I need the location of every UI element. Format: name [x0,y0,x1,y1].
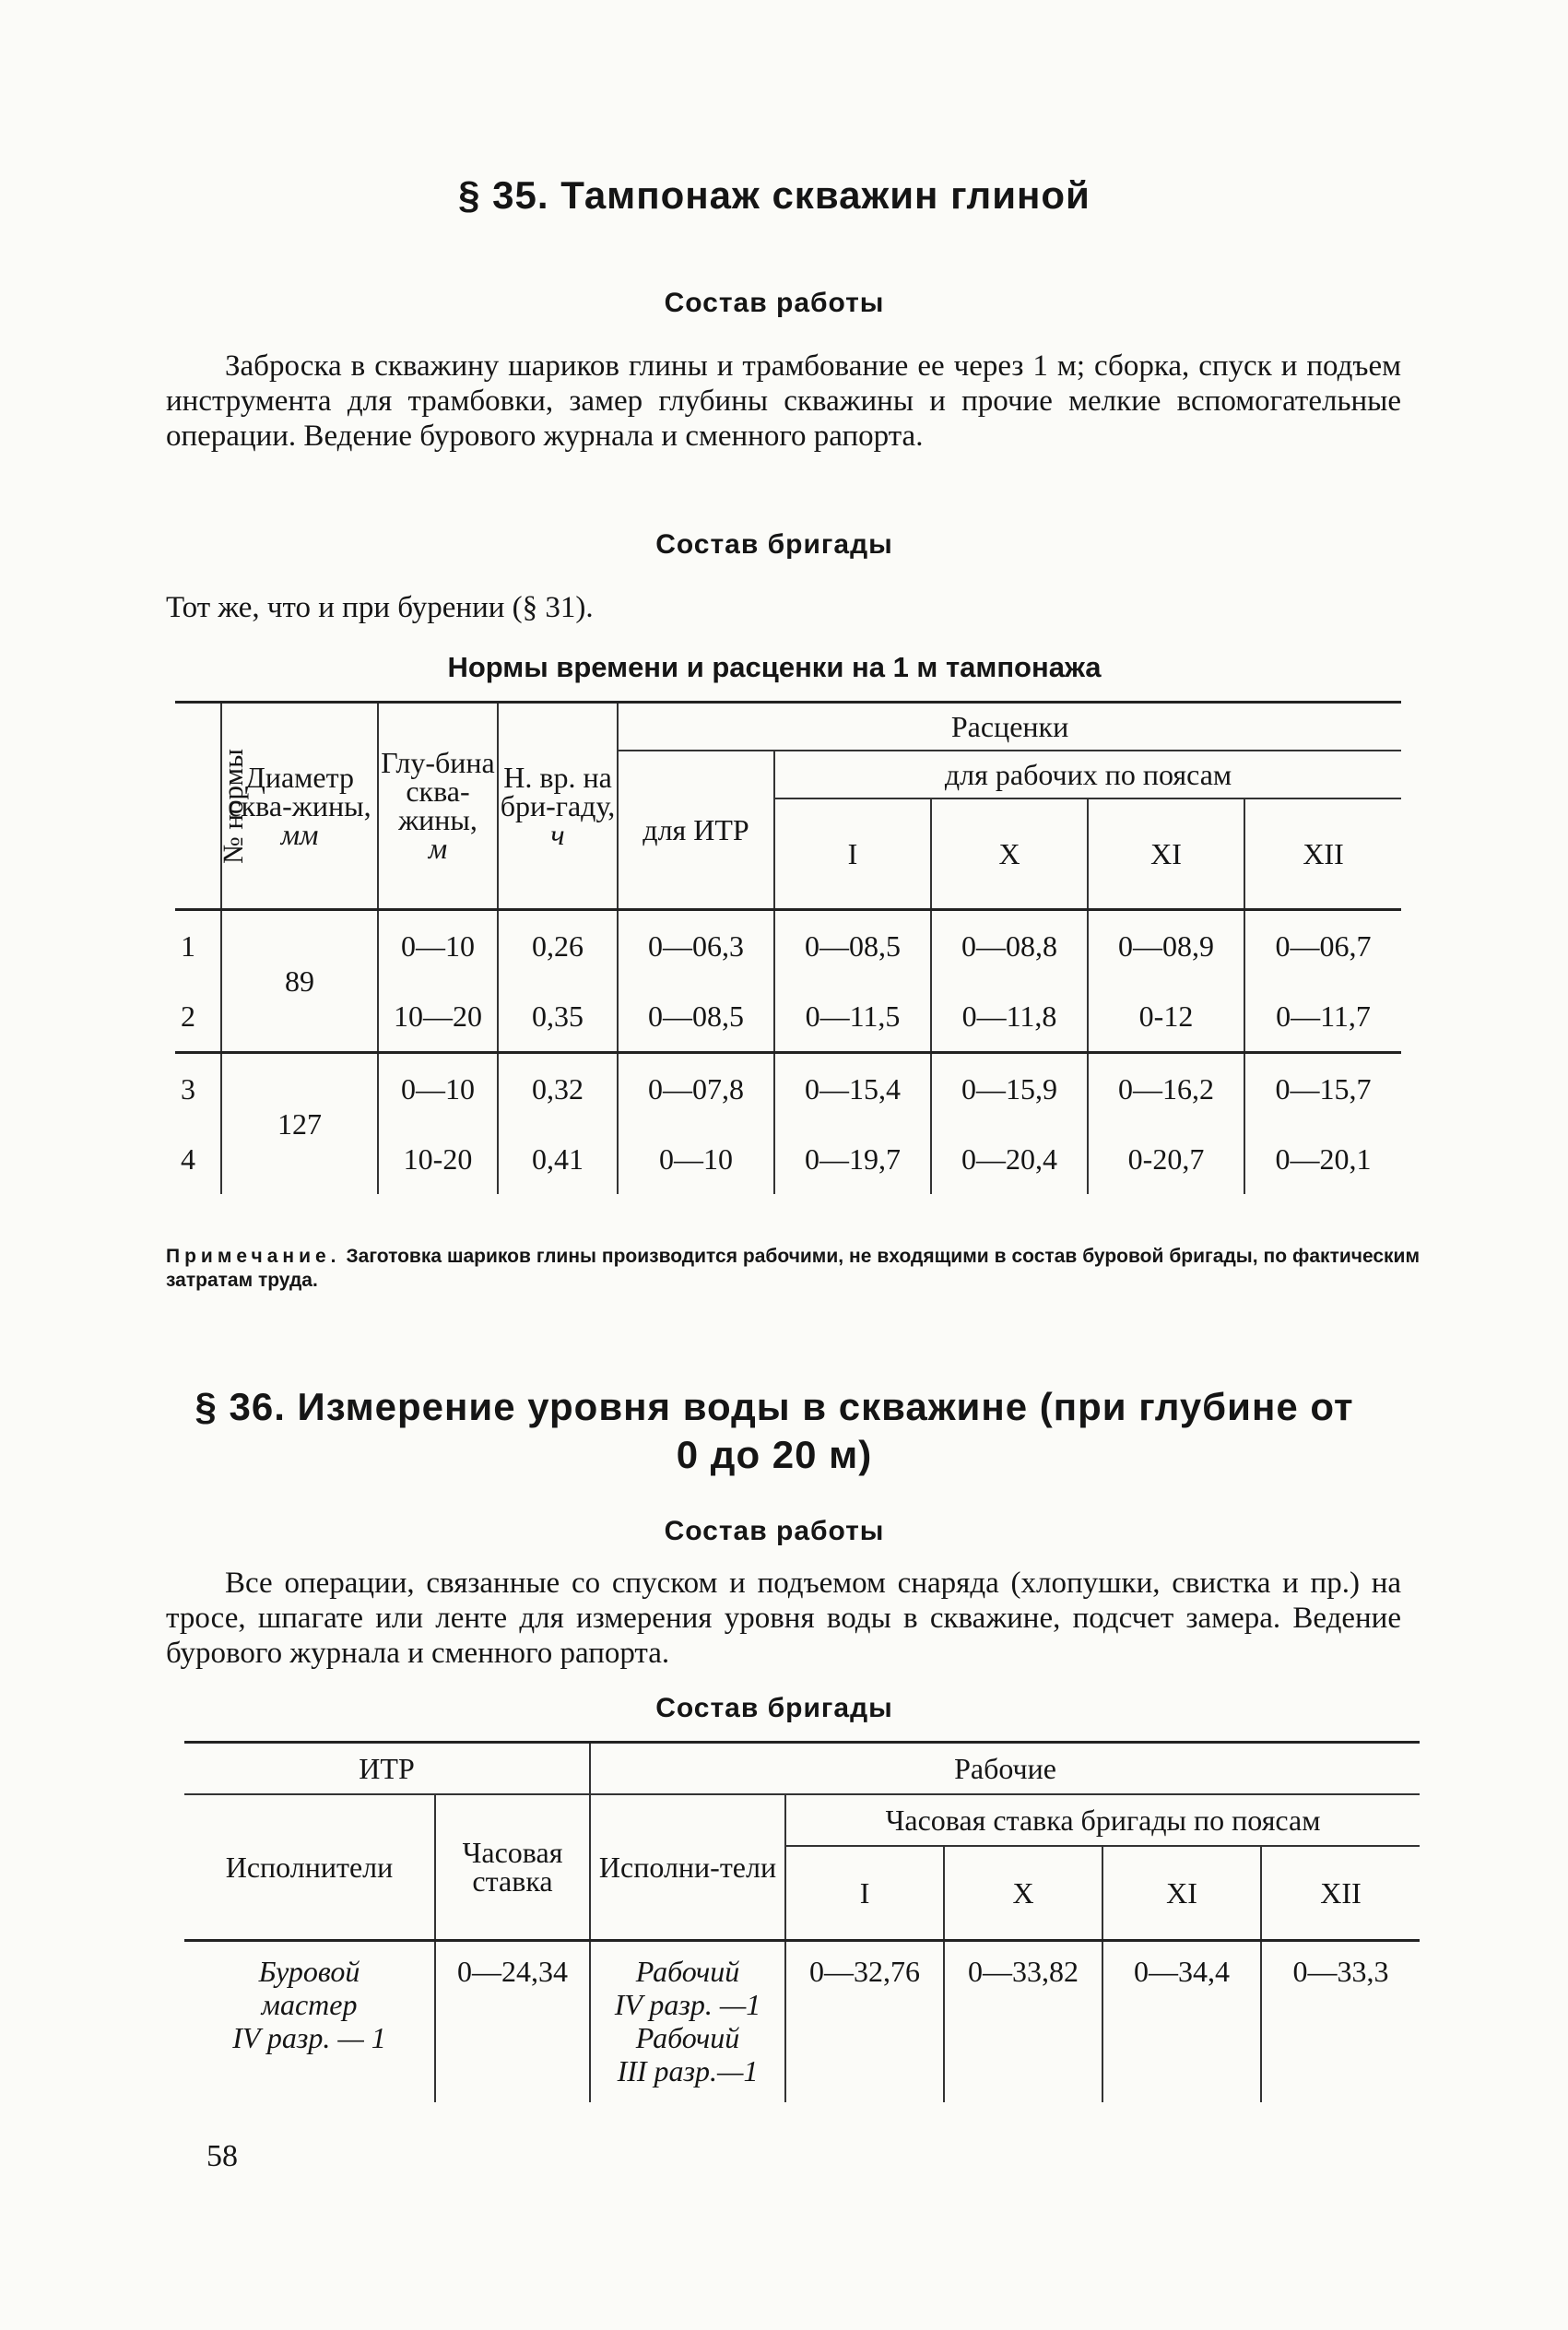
norm-time-cell: 0,35 [498,981,618,1053]
header-zone: X [931,798,1088,910]
header-rates: Расценки [618,703,1401,751]
norm-number: 2 [175,981,221,1053]
workers-executors-cell: Рабочий IV разр. —1 Рабочий III разр.—1 [590,1941,785,2103]
zone-rate-cell: 0—08,9 [1088,910,1244,982]
note-label: Примечание. [166,1246,341,1267]
itr-rate-cell: 0—10 [618,1124,774,1194]
header-itr: для ИТР [618,751,774,910]
zone-rate-cell: 0—20,4 [931,1124,1088,1194]
header-zone: XII [1261,1846,1420,1941]
header-zone: I [785,1846,944,1941]
depth-cell: 0—10 [378,1053,498,1125]
zone-rate-cell: 0—20,1 [1275,1141,1372,1176]
zone-rate-cell: 0—15,9 [931,1053,1088,1125]
section-36-title-line2: 0 до 20 м) [676,1433,873,1476]
header-workers: Рабочие [590,1743,1420,1795]
depth-cell: 0—10 [378,910,498,982]
header-itr: ИТР [184,1743,590,1795]
section-35-brigade-text: Тот же, что и при бурении (§ 31). [166,591,594,624]
zone-rate-cell: 0—11,8 [931,981,1088,1053]
header-diameter: Диаметр сква-жины, мм [221,703,378,910]
header-depth: Глу-бина сква-жины, м [378,703,498,910]
norm-time-cell: 0,32 [498,1053,618,1125]
section-35-title: § 35. Тампонаж скважин глиной [458,173,1091,217]
section-36-title-line1: § 36. Измерение уровня воды в скважине (при глубине от [195,1385,1354,1428]
norms-table [175,701,1401,1194]
section-35-brigade-heading: Состав бригады [655,529,893,560]
itr-rate-cell: 0—07,8 [618,1053,774,1125]
header-zone-rates: Часовая ставка бригады по поясам [785,1794,1420,1846]
header-executors: Исполнители [184,1794,435,1941]
norm-time-cell: 0,41 [498,1124,618,1194]
zone-rate-cell: 0—08,8 [931,910,1088,982]
zone-rate-cell: 0—34,4 [1102,1941,1261,2103]
zone-rate-cell: 0—32,76 [785,1941,944,2103]
zone-rate-cell: 0—11,7 [1244,981,1401,1053]
brigade-table [184,1741,1420,2102]
section-35-work-text: Заброска в скважину шариков глины и трамбование ее через 1 м; сборка, спуск и подъем инструмента для трамбовки, замер глубины скважины и прочие мелкие вспомогательные операции. Ведение бурового журнала и сменного рапорта. [166,349,1401,453]
table-note [166,1245,1420,1293]
itr-executors-cell: Буровой мастер IV разр. — 1 [184,1941,435,2103]
section-35-table-title: Нормы времени и расценки на 1 м тампонажа [447,651,1102,683]
zone-rate-cell: 0—33,3 [1292,1955,1389,1988]
zone-rate-cell: 0—08,5 [774,910,931,982]
section-36-work-text: Все операции, связанные со спуском и подъемом снаряда (хлопушки, свистка и пр.) на тросе, шпагате или ленте для измерения уровня воды в скважине, подсчет замера. Ведение бурового журнала и сменного рапорта. [166,1567,1401,1670]
norm-time-cell: 0,26 [498,910,618,982]
zone-rate-cell: 0—15,7 [1275,1071,1372,1106]
zone-rate-cell: 0—19,7 [774,1124,931,1194]
itr-rate-cell: 0—06,3 [618,910,774,982]
section-36-work-heading: Состав работы [664,1516,885,1546]
zone-rate-cell: 0-20,7 [1088,1124,1244,1194]
itr-rate-cell: 0—24,34 [435,1941,590,2103]
header-norm-number: № нормы [175,703,221,910]
zone-rate-cell: 0-12 [1088,981,1244,1053]
diameter-cell: 127 [221,1053,378,1195]
header-zone: XI [1102,1846,1261,1941]
zone-rate-cell: 0—06,7 [1275,928,1372,963]
header-zone: I [774,798,931,910]
norm-number: 1 [175,910,221,982]
header-zone: XII [1244,798,1401,910]
header-executors-workers: Исполни-тели [590,1794,785,1941]
header-hourly-rate: Часовая ставка [435,1794,590,1941]
section-36-title [157,1383,1392,1479]
section-36-brigade-heading: Состав бригады [655,1693,893,1723]
zone-rate-cell: 0—15,4 [774,1053,931,1125]
diameter-cell: 89 [221,910,378,1053]
depth-cell: 10-20 [378,1124,498,1194]
header-zone: X [944,1846,1102,1941]
itr-rate-cell: 0—08,5 [618,981,774,1053]
depth-cell: 10—20 [378,981,498,1053]
page-number: 58 [206,2139,238,2173]
section-35-work-heading: Состав работы [664,288,885,318]
header-workers-by-zone: для рабочих по поясам [774,751,1401,798]
zone-rate-cell: 0—33,82 [944,1941,1102,2103]
norm-number: 3 [175,1053,221,1125]
zone-rate-cell: 0—16,2 [1088,1053,1244,1125]
header-zone: XI [1088,798,1244,910]
zone-rate-cell: 0—11,5 [774,981,931,1053]
header-norm-time: Н. вр. на бри-гаду, ч [498,703,618,910]
norm-number: 4 [175,1124,221,1194]
note-text: Заготовка шариков глины производится рабочими, не входящими в состав буровой бригады, по фактическим затратам труда. [166,1246,1420,1291]
